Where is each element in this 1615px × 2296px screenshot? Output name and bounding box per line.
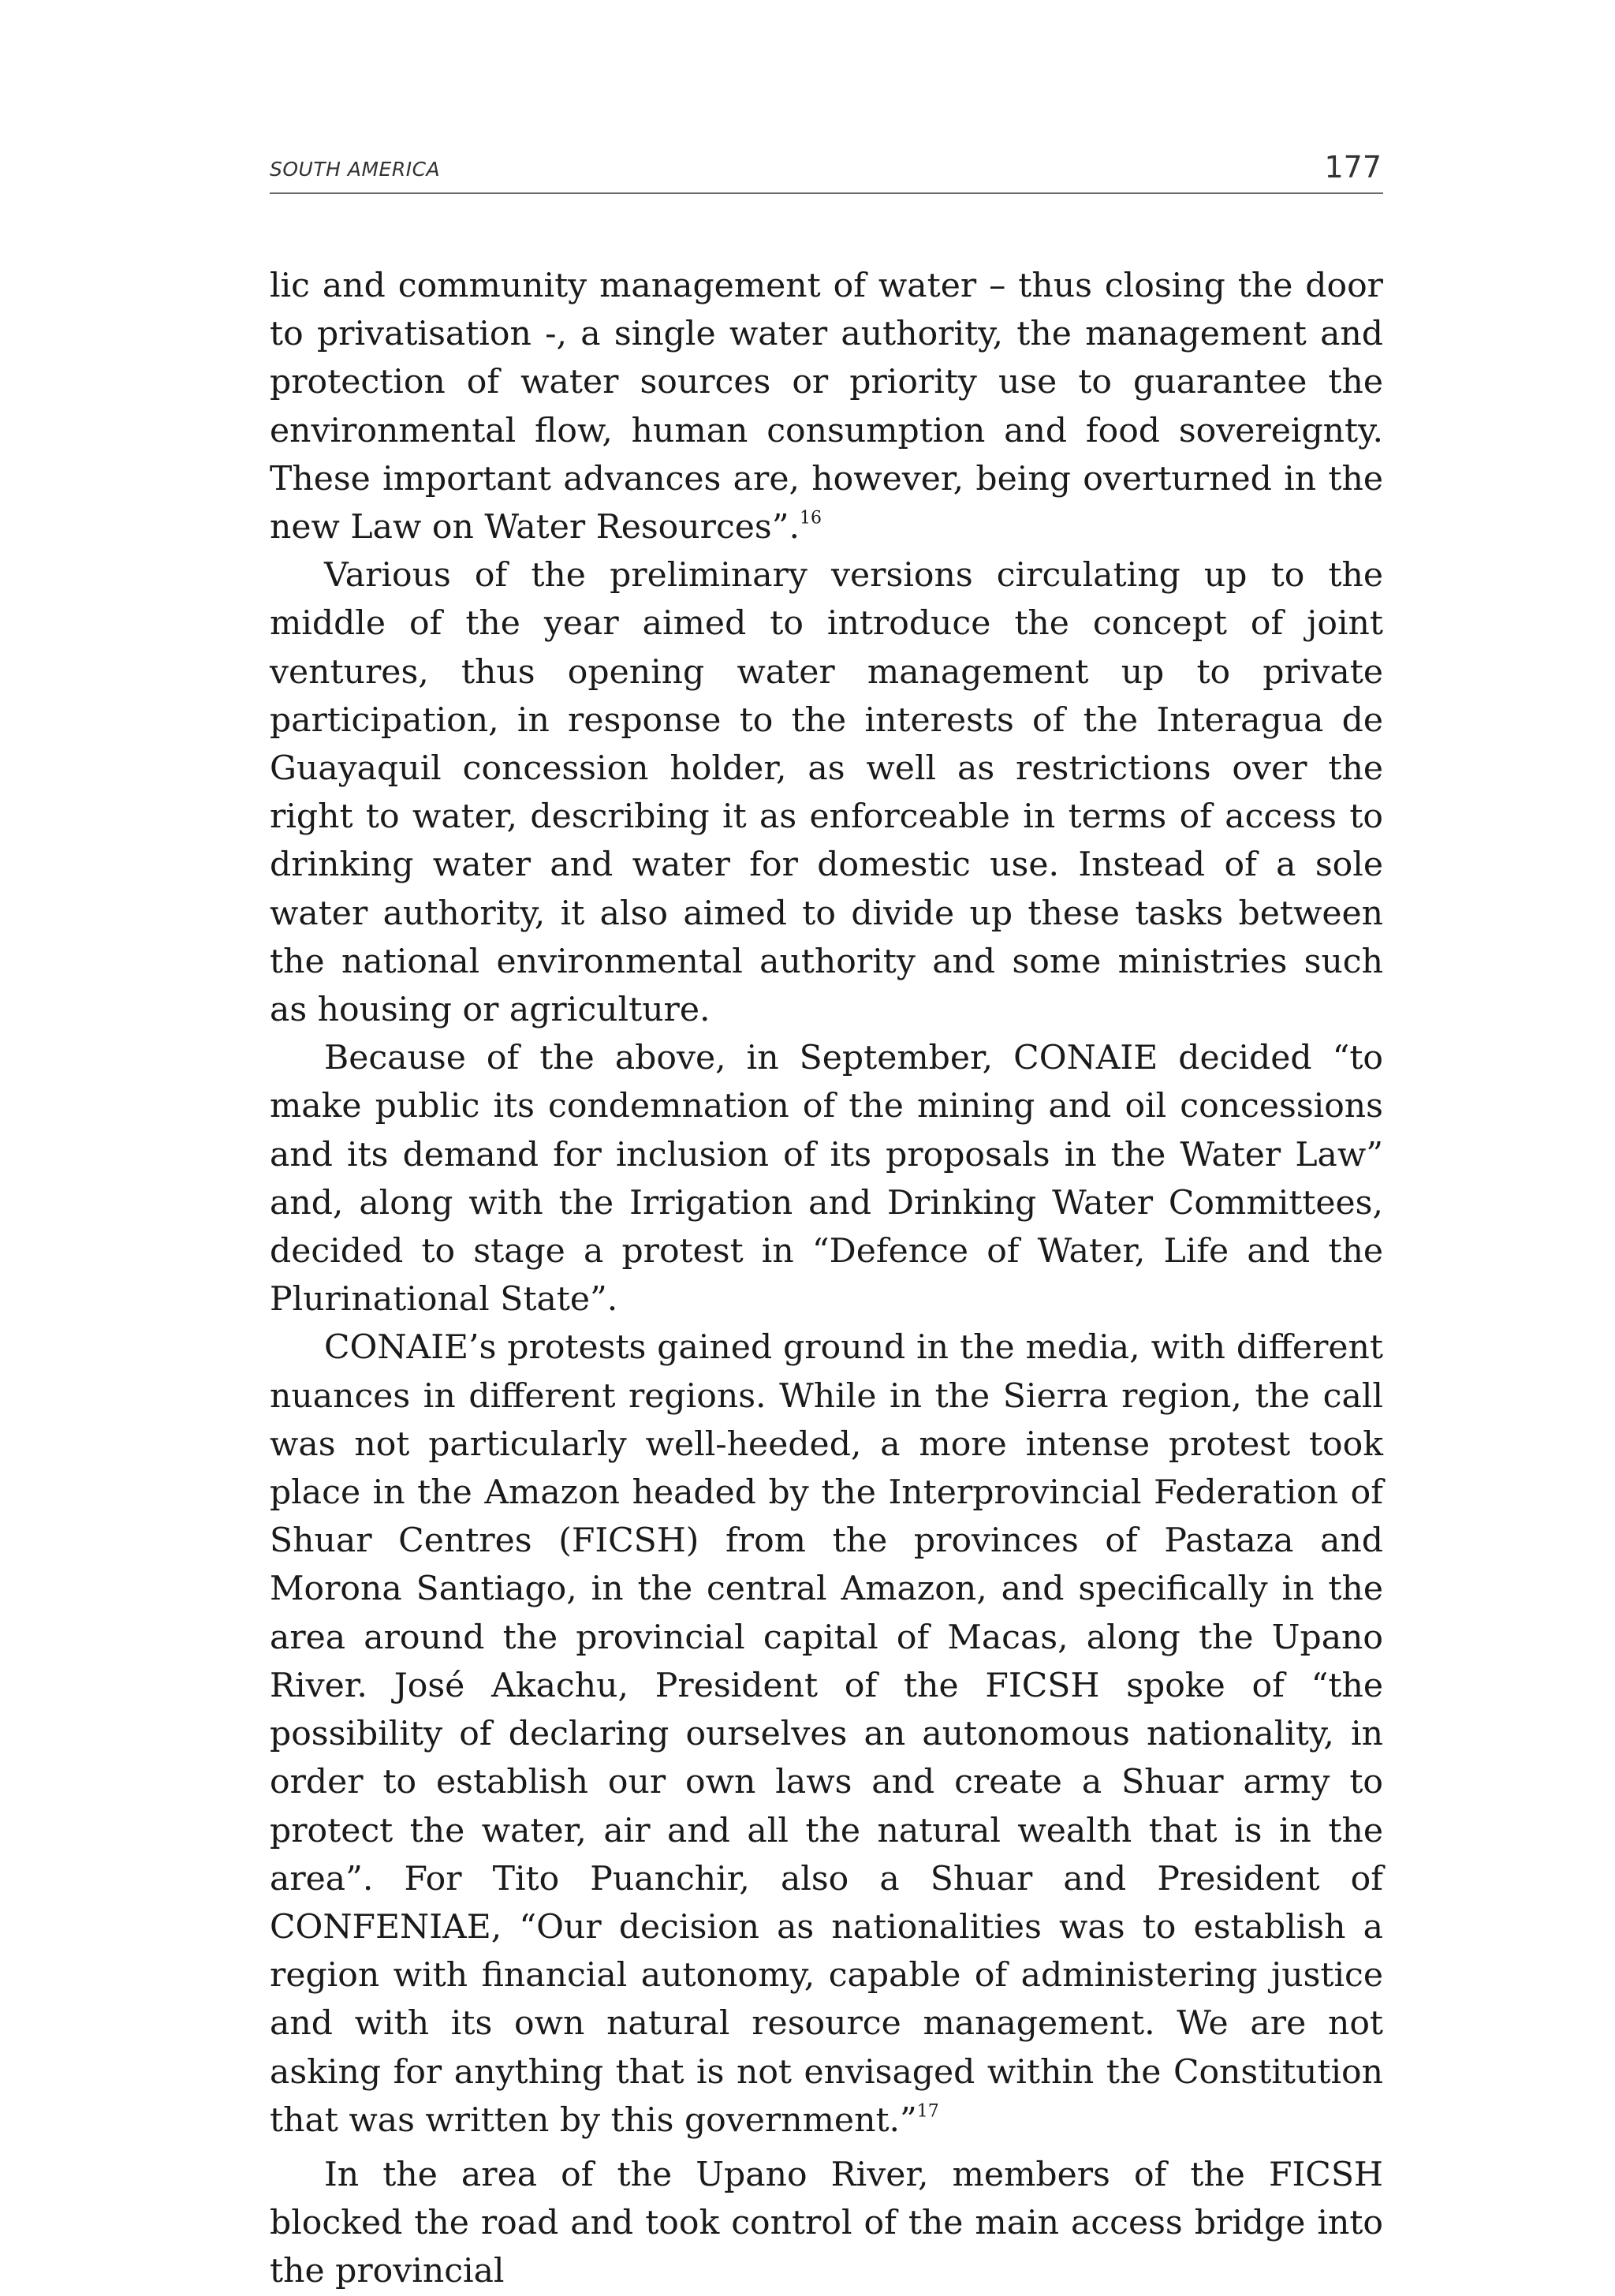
section-title: SOUTH AMERICA bbox=[270, 158, 441, 181]
paragraph bbox=[270, 551, 1383, 1034]
paragraph bbox=[270, 262, 1383, 551]
page-number: 177 bbox=[1324, 150, 1382, 185]
body-text bbox=[270, 262, 1383, 2296]
paragraph bbox=[270, 1034, 1383, 1323]
paragraph-text: Because of the above, in September, CONAIE decided “to make public its condemnation of the mining and oil concessions and its demand for inclusion of its proposals in the Water Law” and, along with the Irrigation and Drinking Water Committees, decided to stage a protest in “Defence of Water, Life and the Plurinational State”. bbox=[270, 1039, 1383, 1320]
paragraph bbox=[270, 1323, 1383, 2144]
paragraph-text: Various of the preliminary versions circulating up to the middle of the year aimed to introduce the concept of joint ventures, thus opening water management up to private participation, in response to the interests of the Interagua de Guayaquil concession holder, as well as restrictions over the right to water, describing it as enforceable in terms of access to drinking water and water for domestic use. Instead of a sole water authority, it also aimed to divide up these tasks between the national environmental authority and some ministries such as housing or agriculture. bbox=[270, 556, 1383, 1030]
footnote-marker: 17 bbox=[916, 2101, 939, 2122]
paragraph-text: CONAIE’s protests gained ground in the media, with different nuances in different regions. While in the Sierra region, the call was not particularly well-heeded, a more intense protest took place in the Amazon headed by the Interprovincial Federation of Shuar Centres (FICSH) from the provinces of Pastaza and Morona Santiago, in the central Amazon, and specifically in the area around the provincial capital of Macas, along the Upano River. José Akachu, President of the FICSH spoke of “the possibility of declaring ourselves an autonomous nationality, in order to establish our own laws and create a Shuar army to protect the water, air and all the natural wealth that is in the area”. For Tito Puanchir, also a Shuar and President of CONFENIAE, “Our decision as nationalities was to establish a region with financial autonomy, capable of administering justice and with its own natural resource management. We are not asking for anything that is not envisaged within the Constitution that was written by this government.” bbox=[270, 1328, 1383, 2140]
running-header bbox=[270, 150, 1383, 194]
footnote-marker: 16 bbox=[799, 508, 822, 528]
paragraph-text: In the area of the Upano River, members of the FICSH blocked the road and took control of the main access bridge into the provincial bbox=[270, 2155, 1383, 2291]
paragraph bbox=[270, 2151, 1383, 2296]
paragraph-text: lic and community management of water – thus closing the door to privatisation -, a single water authority, the management and protection of water sources or priority use to guarantee the environmental flow, human consumption and food sovereignty. These important advances are, however, being overturned in the new Law on Water Resources”. bbox=[270, 267, 1383, 547]
